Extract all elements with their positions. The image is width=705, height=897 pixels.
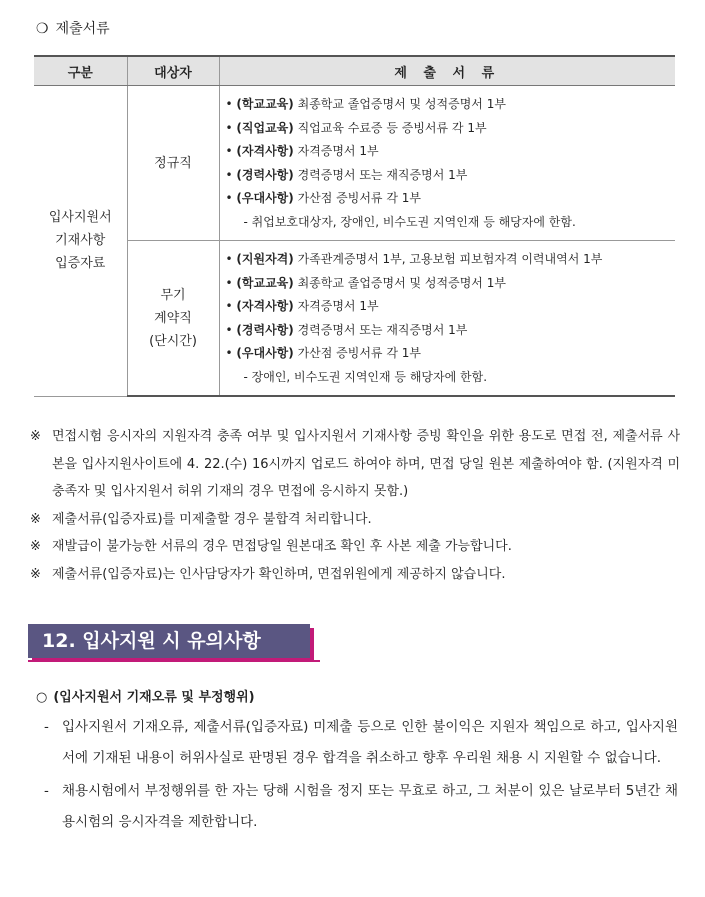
reference-mark-icon: ※: [30, 539, 41, 554]
list-subnote: - 취업보호대상자, 장애인, 비수도권 지역인재 등 해당자에 한함.: [243, 214, 576, 229]
documents-cell-contract: [219, 241, 675, 397]
list-item: • (지원자격) 가족관계증명서 1부, 고용보험 피보험자격 이력내역서 1부: [225, 252, 603, 266]
list-item: • (학교교육) 최종학교 졸업증명서 및 성적증명서 1부: [225, 275, 506, 290]
rules-list: [44, 712, 678, 840]
list-item: • (경력사항) 경력증명서 또는 재직증명서 1부: [225, 322, 468, 337]
rule-item: - 입사지원서 기재오류, 제출서류(입증자료) 미제출 등으로 인한 불이익은 지원자 책임으로 하고, 입사지원서에 기재된 내용이 허위사실로 판명된 경우 합격을 취소하고 향후 우리원 채용 시 지원할 수 없습니다.: [44, 712, 678, 774]
list-item: • (자격사항) 자격증명서 1부: [225, 144, 379, 158]
group-name-regular: 정규직: [127, 86, 219, 241]
list-item: • (직업교육) 직업교육 수료증 등 증빙서류 각 1부: [225, 120, 487, 135]
note-item: ※ 제출서류(입증자료)를 미제출할 경우 불합격 처리합니다.: [30, 506, 680, 534]
table-header-row: [34, 56, 675, 86]
notes-list: [30, 423, 680, 588]
table-row: [34, 241, 675, 397]
list-item: • (우대사항) 가산점 증빙서류 각 1부: [225, 191, 421, 205]
rules-title: (입사지원서 기재오류 및 부정행위): [53, 690, 255, 705]
reference-mark-icon: ※: [30, 566, 41, 582]
banner-underline: [28, 660, 320, 662]
header-documents: 제 출 서 류: [219, 56, 675, 86]
note-item: ※ 제출서류(입증자료)는 인사담당자가 확인하며, 면접위원에게 제공하지 않습니다.: [30, 561, 680, 589]
list-item: • (자격사항) 자격증명서 1부: [225, 299, 379, 313]
circle-bullet-icon: ❍: [36, 21, 49, 37]
table-row: [34, 86, 675, 241]
dash-bullet-icon: -: [44, 783, 49, 799]
header-category: 구분: [34, 56, 127, 86]
rules-heading: [36, 686, 255, 705]
list-item: • (우대사항) 가산점 증빙서류 각 1부: [225, 346, 421, 360]
dash-bullet-icon: -: [44, 719, 49, 735]
list-item: • (경력사항) 경력증명서 또는 재직증명서 1부: [225, 167, 468, 182]
note-item: ※ 면접시험 응시자의 지원자격 충족 여부 및 입사지원서 기재사항 증빙 확인을 위한 용도로 면접 전, 제출서류 사본을 입사지원사이트에 4. 22.(수) 16시까지 업로드 하여야 하며, 면접 당일 원본 제출하여야 함. (지원자격 미충족자 및 입사지원서 허위 기재의 경우 면접에 응시하지 못함.): [30, 423, 680, 506]
section-banner: 12. 입사지원 시 유의사항: [28, 624, 310, 658]
section-title: 제출서류: [55, 21, 110, 37]
documents-table: [34, 55, 675, 397]
category-cell: 입사지원서 기재사항 입증자료: [34, 86, 127, 397]
header-target: 대상자: [127, 56, 219, 86]
group-name-contract: 무기 계약직 (단시간): [127, 241, 219, 397]
note-item: ※ 재발급이 불가능한 서류의 경우 면접당일 원본대조 확인 후 사본 제출 가능합니다.: [30, 533, 680, 561]
circle-bullet-icon: ○: [36, 690, 48, 705]
reference-mark-icon: ※: [30, 511, 41, 527]
reference-mark-icon: ※: [30, 429, 41, 444]
list-subnote: - 장애인, 비수도권 지역인재 등 해당자에 한함.: [243, 369, 488, 384]
rule-item: - 채용시험에서 부정행위를 한 자는 당해 시험을 정지 또는 무효로 하고, 그 처분이 있은 날로부터 5년간 채용시험의 응시자격을 제한합니다.: [44, 776, 678, 838]
list-item: • (학교교육) 최종학교 졸업증명서 및 성적증명서 1부: [225, 97, 506, 111]
section-heading: [36, 18, 110, 38]
documents-cell-regular: [219, 86, 675, 241]
